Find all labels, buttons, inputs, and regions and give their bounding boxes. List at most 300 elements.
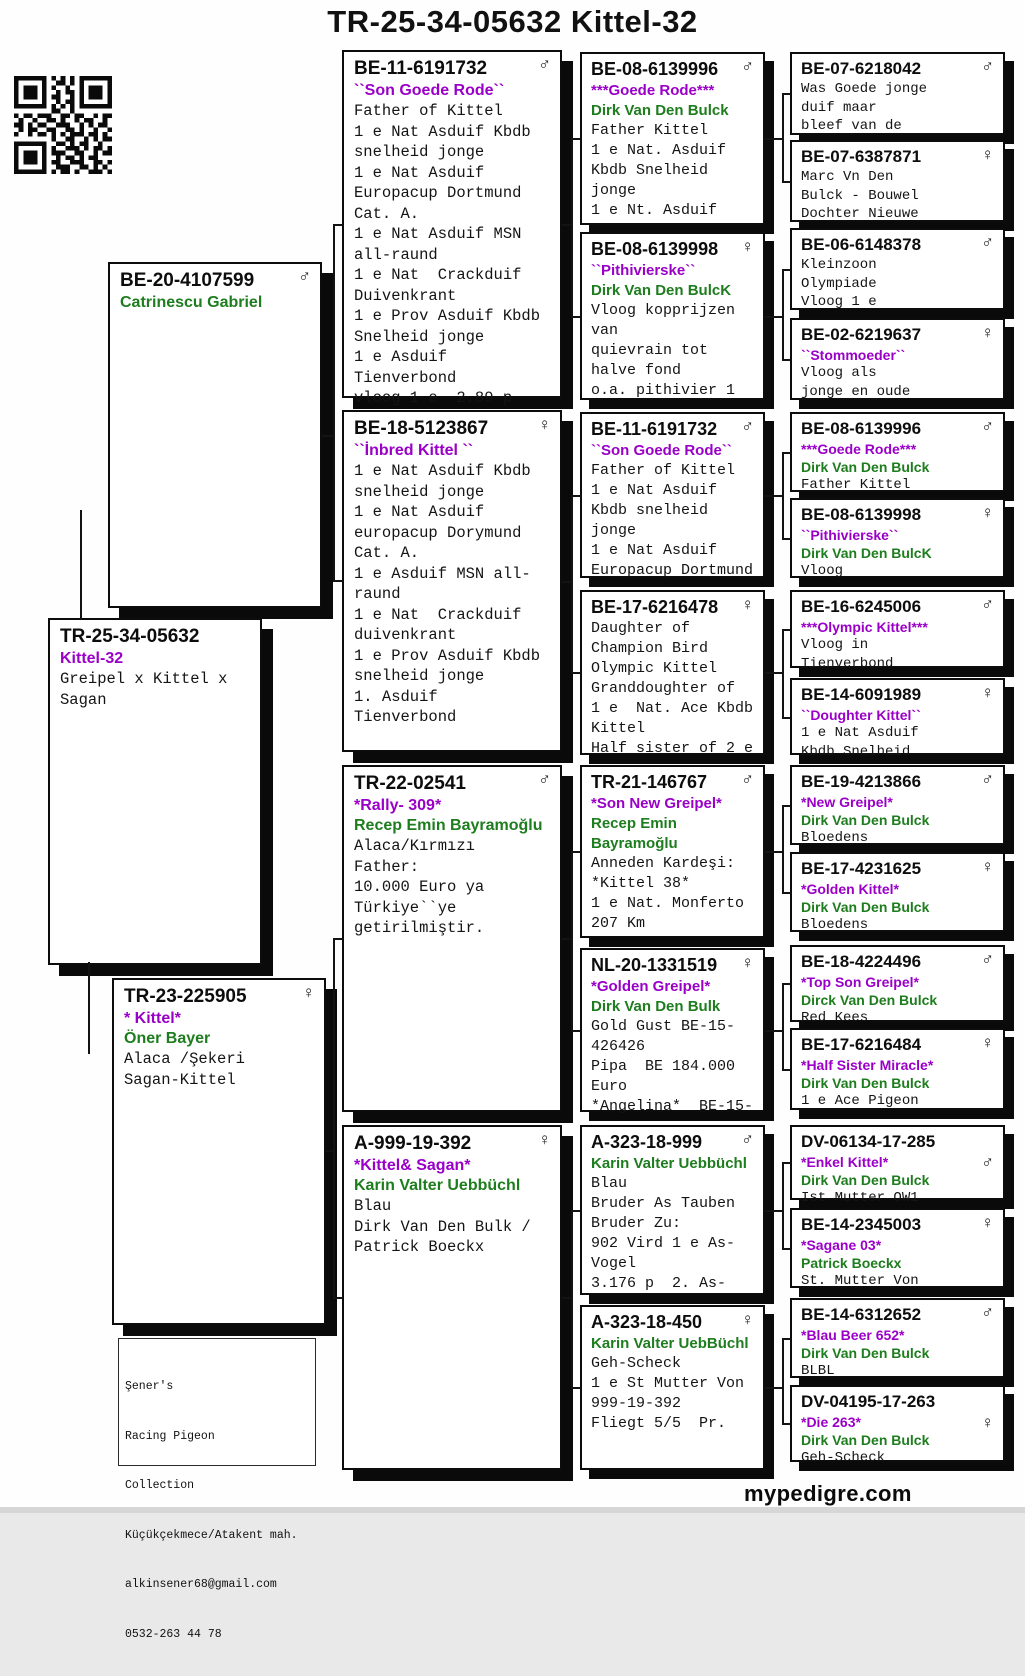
connector-line <box>782 1338 784 1424</box>
connector-line <box>765 495 783 497</box>
pigeon-name: *Rally- 309* <box>354 797 442 814</box>
pedigree-box <box>790 1208 1005 1288</box>
breeder-name: Recep Emin Bayramoğlu <box>354 817 543 834</box>
info-line: Gold Gust BE-15- <box>591 1018 736 1035</box>
pedigree-box <box>790 318 1005 400</box>
info-line: 1. Asduif <box>354 687 438 706</box>
male-icon: ♂ <box>741 770 754 789</box>
breeder-name: Recep Emin Bayramoğlu <box>591 815 678 852</box>
info-line: 207 Km <box>591 915 646 932</box>
female-icon: ♀ <box>741 953 754 972</box>
ring-number: TR-25-34-05632 <box>60 626 200 647</box>
ring-number: BE-17-6216484 <box>801 1035 922 1054</box>
info-line: Vloog als <box>801 365 877 381</box>
connector-line <box>571 495 573 673</box>
info-line: 1 e Nat Asduif <box>354 163 485 182</box>
info-line: Bloedens <box>801 917 869 933</box>
pedigree-box <box>790 765 1005 845</box>
pedigree-box <box>790 140 1005 222</box>
female-icon: ♀ <box>741 595 754 614</box>
pedigree-box <box>108 262 322 608</box>
pedigree-box <box>790 412 1005 492</box>
ring-number: BE-19-4213866 <box>801 772 922 791</box>
info-line: halve fond <box>591 362 682 379</box>
connector-line <box>562 938 572 940</box>
pedigree-box <box>580 1125 765 1295</box>
connector-line <box>571 138 573 317</box>
pedigree-box <box>580 1305 765 1470</box>
pedigree-box <box>342 50 562 407</box>
ring-number: BE-18-5123867 <box>354 418 489 439</box>
connector-line <box>333 1297 343 1299</box>
info-line: Kbdb Snelheid <box>801 743 911 760</box>
pedigree-box <box>342 1125 562 1470</box>
breeder-name: Dirk Van Den Bulck <box>801 1075 930 1091</box>
female-icon: ♀ <box>741 237 754 256</box>
connector-line <box>765 672 783 674</box>
info-line: van <box>591 322 619 339</box>
ring-number: BE-07-6387871 <box>801 147 922 166</box>
connector-line <box>571 316 581 318</box>
connector-line <box>765 1210 783 1212</box>
info-line: 1 e Nat Crackduif <box>354 266 522 284</box>
ring-number: NL-20-1331519 <box>591 955 718 975</box>
pigeon-name: ``Son Goede Rode`` <box>591 442 732 459</box>
connector-line <box>562 224 572 226</box>
breeder-name: Dirk Van Den Bulck <box>801 1432 930 1448</box>
info-line: 1 e Nat Asduif MSN <box>354 225 522 243</box>
ring-number: BE-17-4231625 <box>801 859 922 878</box>
breeder-name: Patrick Boeckx <box>801 1255 902 1271</box>
breeder-name: Dirck Van Den Bulck <box>801 992 938 1008</box>
breeder-name: Dirk Van Den Bulck <box>801 1172 930 1188</box>
info-line: Ist Mutter OW1 <box>801 1190 919 1206</box>
breeder-name: Dirk Van Den Bulck <box>801 459 930 475</box>
info-line: 426426 <box>591 1038 646 1055</box>
pedigree-box <box>790 1125 1005 1206</box>
male-icon: ♂ <box>981 595 994 614</box>
female-icon: ♀ <box>981 323 994 342</box>
ring-number: BE-11-6191732 <box>591 419 718 439</box>
connector-line <box>333 580 343 582</box>
info-line: snelheid jonge <box>354 143 485 161</box>
pedigree-box <box>790 52 1005 135</box>
breeder-name: Dirk Van Den Bulck <box>801 899 930 915</box>
connector-line <box>571 851 573 1031</box>
info-line: 1 e Asduif MSN all- <box>354 564 531 583</box>
info-line: Anneden Kardeşi: <box>591 855 736 872</box>
info-line: Pipa BE 184.000 <box>591 1058 736 1075</box>
ring-number: BE-08-6139996 <box>591 59 719 79</box>
breeder-card-line: alkinsener68@gmail.com <box>125 1578 277 1591</box>
connector-line <box>782 717 791 719</box>
info-line: snelheid jonge <box>354 667 485 685</box>
info-line: Granddoughter of <box>591 680 736 697</box>
info-line: Geh-Scheck <box>801 1450 886 1466</box>
pedigree-box <box>790 1385 1005 1466</box>
info-line: Dirk Van Den Bulk / <box>354 1217 531 1236</box>
info-line: 1 e Nat. Ace Kbdb <box>591 700 754 717</box>
ring-number: BE-08-6139998 <box>591 239 719 259</box>
info-line: Tienverbond <box>354 708 457 726</box>
connector-line <box>782 1248 791 1250</box>
pedigree-box <box>48 618 262 965</box>
breeder-card-line: 0532-263 44 78 <box>125 1627 222 1641</box>
pigeon-name: *Die 263* <box>801 1414 861 1430</box>
info-line: Kbdb Snelheid <box>591 162 709 179</box>
connector-line <box>88 962 90 1054</box>
connector-line <box>571 1030 581 1032</box>
ring-number: TR-22-02541 <box>354 773 466 794</box>
connector-line <box>782 1069 791 1071</box>
pigeon-name: *Half Sister Miracle* <box>801 1057 934 1073</box>
info-line: Duivenkrant <box>354 286 457 305</box>
male-icon: ♂ <box>981 233 994 252</box>
info-line: Cat. A. <box>354 544 420 562</box>
female-icon: ♀ <box>981 1413 994 1432</box>
male-icon: ♂ <box>981 770 994 789</box>
info-line: Sagan <box>60 690 107 709</box>
info-line: Bruder Zu: <box>591 1215 682 1232</box>
ring-number: DV-06134-17-285 <box>801 1132 936 1151</box>
ring-number: BE-17-6216478 <box>591 597 719 617</box>
breeder-name: Karin Valter Uebbüchl <box>354 1177 521 1194</box>
info-line: Cat. A. <box>354 204 420 223</box>
pedigree-box <box>790 678 1005 760</box>
info-line: Euro <box>591 1078 628 1095</box>
connector-line <box>325 1150 334 1152</box>
info-line: Bloedens <box>801 830 869 846</box>
qr-code <box>14 76 112 174</box>
pedigree-box <box>580 765 765 938</box>
info-line: Blau <box>591 1175 628 1192</box>
connector-line <box>571 1387 581 1389</box>
breeder-card-line: Collection <box>125 1479 195 1492</box>
info-line: Father: <box>354 857 420 876</box>
info-line: Kbdb snelheid <box>591 502 709 519</box>
connector-line <box>782 269 791 271</box>
connector-line <box>333 938 335 1298</box>
pedigree-box <box>790 1298 1005 1378</box>
pedigree-box <box>580 412 765 578</box>
info-line: Father of Kittel <box>591 462 736 479</box>
info-line: Champion Bird <box>591 640 709 657</box>
info-line: Patrick Boeckx <box>354 1238 485 1256</box>
info-line: Kleinzoon <box>801 257 877 273</box>
info-line: Alaca /Şekeri <box>124 1050 245 1068</box>
connector-line <box>765 316 783 318</box>
info-line: europacup Dorymund <box>354 523 522 542</box>
info-line: duivenkrant <box>354 626 457 644</box>
info-line: snelheid jonge <box>354 482 485 501</box>
info-line: getirilmiştir. <box>354 919 485 937</box>
info-line: 1 e Nat Asduif <box>801 725 919 741</box>
info-line: 1 e Nat Asduif Kbdb <box>354 462 531 480</box>
info-line: Red Kees <box>801 1010 869 1026</box>
info-line: 902 Vird 1 e As- <box>591 1235 736 1252</box>
male-icon: ♂ <box>298 267 311 286</box>
info-line: Vloog 1 e <box>801 294 877 310</box>
ring-number: A-999-19-392 <box>354 1133 472 1154</box>
breeder-name: Dirk Van Den BulcK <box>591 282 732 299</box>
pedigree-box <box>790 498 1005 578</box>
pedigree-box <box>790 852 1005 932</box>
ring-number: BE-07-6218042 <box>801 59 922 78</box>
male-icon: ♂ <box>981 1303 994 1322</box>
female-icon: ♀ <box>981 503 994 522</box>
breeder-name: Dirk Van Den Bulck <box>591 102 729 119</box>
info-line: Was Goede jonge <box>801 81 928 97</box>
connector-line <box>765 1387 783 1389</box>
female-icon: ♀ <box>538 415 551 434</box>
info-line: 1 e Prov Asduif Kbdb <box>354 646 541 665</box>
connector-line <box>782 1338 791 1340</box>
breeder-name: Dirk Van Den Bulck <box>801 1345 930 1361</box>
info-line: Father Kittel <box>591 122 709 139</box>
male-icon: ♂ <box>741 417 754 436</box>
info-line: Europacup Dortmund <box>591 562 754 579</box>
breeder-card-line: Racing Pigeon <box>125 1429 215 1443</box>
connector-line <box>782 892 791 894</box>
info-line: BLBL <box>801 1363 835 1379</box>
info-line: duif maar <box>801 99 877 116</box>
info-line: Kittel <box>591 720 646 737</box>
pigeon-name: ***Goede Rode*** <box>801 441 917 457</box>
ring-number: BE-14-6312652 <box>801 1305 922 1324</box>
info-line: Vloog in <box>801 637 869 653</box>
info-line: 1 e Nat. Monferto <box>591 895 745 912</box>
info-line: Daughter of <box>591 620 691 637</box>
connector-line <box>765 851 783 853</box>
info-line: 10.000 Euro ya <box>354 878 485 896</box>
info-line: Vogel <box>591 1255 637 1272</box>
info-line: jonge <box>591 182 637 199</box>
pigeon-name: ***Goede Rode*** <box>591 82 715 99</box>
breeder-card-line: Küçükçekmece/Atakent mah. <box>125 1528 298 1542</box>
page-title: TR-25-34-05632 Kittel-32 <box>327 4 698 39</box>
info-line: Father of Kittel <box>354 102 503 120</box>
info-line: 1 e Ace Pigeon <box>801 1093 919 1109</box>
info-line: Vloog kopprijzen <box>591 302 736 319</box>
info-line: 1 e Nat Crackduif <box>354 605 522 624</box>
info-line: Alaca/Kırmızı <box>354 837 475 855</box>
connector-line <box>782 269 784 360</box>
female-icon: ♀ <box>981 145 994 164</box>
pigeon-name: *Blau Beer 652* <box>801 1327 905 1343</box>
female-icon: ♀ <box>981 857 994 876</box>
pigeon-name: *Golden Kittel* <box>801 881 900 897</box>
connector-line <box>782 1423 791 1425</box>
info-line: Bulck - Bouwel <box>801 187 919 204</box>
info-line: Geh-Scheck <box>591 1355 682 1372</box>
pedigree-box <box>790 1028 1005 1110</box>
connector-line <box>782 181 791 183</box>
male-icon: ♂ <box>538 55 551 74</box>
pigeon-name: *Son New Greipel* <box>591 795 722 812</box>
info-line: all-raund <box>354 245 438 264</box>
pedigree-box <box>790 228 1005 310</box>
ring-number: BE-18-4224496 <box>801 952 922 971</box>
info-line: 999-19-392 <box>591 1395 682 1412</box>
connector-line <box>333 938 343 940</box>
info-line: 3.176 p 2. As- <box>591 1275 727 1292</box>
male-icon: ♂ <box>981 1153 994 1172</box>
ring-number: BE-16-6245006 <box>801 597 922 616</box>
breeder-card-line: Şener's <box>125 1380 174 1393</box>
ring-number: TR-21-146767 <box>591 772 708 792</box>
pedigree-box <box>790 590 1005 672</box>
connector-line <box>782 93 791 95</box>
connector-line <box>562 581 572 583</box>
info-line: jonge <box>591 522 637 539</box>
pigeon-name: ``Son Goede Rode`` <box>354 82 505 99</box>
info-line: 1 e Nat Asduif <box>591 542 718 559</box>
ring-number: BE-08-6139998 <box>801 505 922 524</box>
pigeon-name: *New Greipel* <box>801 794 893 810</box>
connector-line <box>782 1162 791 1164</box>
info-line: Europacup Dortmund <box>354 184 522 202</box>
female-icon: ♀ <box>981 1213 994 1232</box>
connector-line <box>80 510 82 620</box>
info-line: raund <box>354 585 401 603</box>
male-icon: ♂ <box>981 417 994 436</box>
pigeon-name: ``Pithivierske`` <box>801 527 899 543</box>
connector-line <box>782 983 784 1070</box>
connector-line <box>782 359 791 361</box>
ring-number: BE-11-6191732 <box>354 58 488 79</box>
connector-line <box>782 983 791 985</box>
breeder-name: Karin Valter Uebbüchl <box>591 1155 747 1172</box>
info-line: Tienverbond <box>354 368 457 387</box>
info-line: jonge en oude <box>801 383 911 400</box>
ring-number: BE-14-2345003 <box>801 1215 922 1234</box>
info-line: *Angelina* BE-15- <box>591 1098 754 1115</box>
connector-line <box>782 1162 784 1249</box>
connector-line <box>571 138 581 140</box>
info-line: Snelheid jonge <box>354 327 485 346</box>
pedigree-box <box>580 232 765 400</box>
info-line: Tienverbond <box>801 655 894 672</box>
pigeon-name: ``Doughter Kittel`` <box>801 707 921 723</box>
info-line: Greipel x Kittel x <box>60 670 228 688</box>
info-line: 1 e Nat Asduif <box>591 482 718 499</box>
connector-line <box>782 805 784 893</box>
male-icon: ♂ <box>741 57 754 76</box>
pedigree-box <box>342 765 562 1112</box>
info-line: Fliegt 5/5 Pr. <box>591 1415 727 1432</box>
connector-line <box>322 435 334 437</box>
breeder-name: Karin Valter UebBüchl <box>591 1335 749 1352</box>
connector-line <box>571 1210 581 1212</box>
info-line: St. Mutter Von <box>801 1273 919 1289</box>
info-line: Sagan-Kittel <box>124 1070 236 1089</box>
female-icon: ♀ <box>981 683 994 702</box>
ring-number: BE-20-4107599 <box>120 270 255 291</box>
breeder-name: Öner Bayer <box>124 1030 211 1047</box>
breeder-card <box>118 1338 316 1641</box>
pedigree-box <box>580 948 765 1115</box>
ring-number: BE-14-6091989 <box>801 685 922 704</box>
pedigree-box <box>342 410 562 752</box>
pigeon-name: ***Olympic Kittel*** <box>801 619 928 635</box>
female-icon: ♀ <box>741 1310 754 1329</box>
info-line: Father Kittel <box>801 477 911 493</box>
ring-number: BE-08-6139996 <box>801 419 922 438</box>
pigeon-name: * Kittel* <box>124 1010 181 1027</box>
female-icon: ♀ <box>538 1130 551 1149</box>
info-line: 1 e Nat Asduif Kbdb <box>354 122 531 141</box>
connector-line <box>571 851 581 853</box>
pedigree-box <box>790 945 1005 1026</box>
info-line: Blau <box>354 1197 392 1215</box>
connector-line <box>571 1210 573 1388</box>
connector-line <box>562 1297 572 1299</box>
info-line: 1 e Nt. Asduif <box>591 202 718 219</box>
pigeon-name: ``İnbred Kittel `` <box>354 442 474 459</box>
info-line: Dochter Nieuwe <box>801 206 919 222</box>
info-line: o.a. pithivier 1 <box>591 382 736 399</box>
connector-line <box>782 452 791 454</box>
info-line: Vloog <box>801 563 844 579</box>
ring-number: A-323-18-450 <box>591 1312 703 1332</box>
pigeon-name: *Kittel& Sagan* <box>354 1157 471 1174</box>
info-line: 1 e Nat. Asduif <box>591 142 727 159</box>
info-line: 1 e St Mutter Von <box>591 1375 745 1392</box>
info-line: Bruder As Tauben <box>591 1195 736 1212</box>
breeder-name: Dirk Van Den Bulk <box>591 998 721 1015</box>
breeder-name: Dirk Van Den Bulck <box>801 812 930 828</box>
ring-number: BE-06-6148378 <box>801 235 922 254</box>
pigeon-name: *Top Son Greipel* <box>801 974 919 990</box>
ring-number: DV-04195-17-263 <box>801 1392 936 1411</box>
connector-line <box>765 1030 783 1032</box>
male-icon: ♂ <box>538 770 551 789</box>
connector-line <box>571 672 581 674</box>
pigeon-name: *Golden Greipel* <box>591 978 711 995</box>
info-line: *Kittel 38* <box>591 875 691 892</box>
info-line: Olympiade <box>801 275 877 292</box>
ring-number: BE-02-6219637 <box>801 325 922 344</box>
pigeon-name: ``Stommoeder`` <box>801 347 906 363</box>
connector-line <box>765 138 783 140</box>
ring-number: A-323-18-999 <box>591 1132 703 1152</box>
connector-line <box>782 538 791 540</box>
info-line: Half sister of 2 e <box>591 740 754 757</box>
page-edge-band <box>0 1507 1025 1513</box>
female-icon: ♀ <box>981 1033 994 1052</box>
connector-line <box>333 224 335 581</box>
connector-line <box>333 224 343 226</box>
breeder-name: Dirk Van Den BulcK <box>801 545 932 561</box>
pigeon-name: *Sagane 03* <box>801 1237 882 1253</box>
info-line: 1 e Nat Asduif <box>354 503 485 521</box>
ring-number: TR-23-225905 <box>124 986 247 1007</box>
footer-brand-link[interactable]: mypedigre.com <box>744 1481 912 1510</box>
pedigree-box <box>580 52 765 225</box>
info-line: Marc Vn Den <box>801 169 894 185</box>
connector-line <box>782 805 791 807</box>
pedigree-box <box>112 978 326 1325</box>
male-icon: ♂ <box>981 57 994 76</box>
pigeon-name: ``Pithivierske`` <box>591 262 696 279</box>
info-line: vloog 1 e 2.89 p <box>354 389 513 407</box>
male-icon: ♂ <box>981 950 994 969</box>
info-line: bleef van de <box>801 118 902 134</box>
info-line: 1 e Asduif <box>354 348 448 366</box>
info-line: Olympic Kittel <box>591 660 718 677</box>
pigeon-name: *Enkel Kittel* <box>801 1154 889 1170</box>
info-line: Türkiye``ye <box>354 898 457 917</box>
